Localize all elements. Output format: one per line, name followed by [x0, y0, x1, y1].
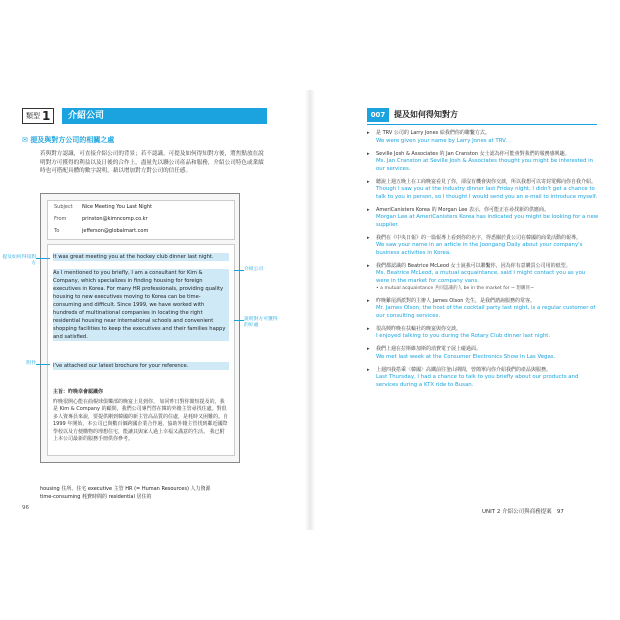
email-subject-row	[48, 201, 234, 213]
item-chinese: 我們上週在拉斯維加斯的消費電子展上碰過面。	[376, 346, 482, 352]
item-english: I enjoyed talking to you during the Rotary Club dinner last night.	[376, 333, 551, 339]
item-text	[376, 326, 550, 341]
item-text	[376, 298, 599, 321]
list-item	[367, 263, 599, 293]
label-attach: 附件	[26, 361, 36, 366]
email-body	[47, 244, 235, 456]
item-text	[376, 235, 599, 258]
list-item	[367, 130, 599, 145]
item-text	[376, 346, 555, 361]
email-paragraph-3: I've attached our latest brochure for your reference.	[53, 362, 229, 370]
intro-paragraph: 若與對方認識，可直接介紹公司的背景；若不認識，可提及如何得知對方後，將焦點放在說明對方可獲得的利益以及日後的合作上，盡量先以聯公司產品和服務，介紹公司特色或業績時也可搭配具體的數字說明，藉以增加對方對公司的信任感。	[40, 151, 264, 174]
subject-value: Nice Meeting You Last Night	[82, 204, 152, 210]
arrow-icon: ▸	[367, 234, 370, 241]
item-chinese: 聽說上週五晚上在工商晚宴看見了你，卻沒有機會與你交談，所以我想可以寄封電郵向你自我介紹。	[376, 178, 597, 185]
item-english: Last Thursday, I had a chance to talk to you briefly about our products and services during a KTX ride to Busan.	[376, 374, 579, 388]
mail-icon: ✉	[22, 136, 28, 144]
list-item	[367, 207, 599, 230]
item-english: We were given your name by Larry Jones at TRV.	[376, 137, 507, 144]
type-label: 類型	[26, 112, 40, 120]
item-chinese: 是 TRV 公司的 Larry Jones 給我們你的聯繫方式。	[376, 130, 490, 136]
list-item	[367, 179, 599, 202]
vocab-line: time-consuming 耗費時間的 residential 居住的	[40, 494, 152, 500]
item-chinese: Seville Josh & Associates 的 Jan Cranston 女士認為你可能會對我們的服務感興趣。	[376, 150, 570, 157]
item-text	[376, 179, 599, 202]
translation-title: 主旨：昨晚幸會認識你	[53, 389, 104, 395]
email-paragraph-1: It was great meeting you at the hockey club dinner last night.	[53, 253, 229, 261]
vocab-list	[40, 485, 270, 501]
leader-line	[36, 258, 50, 259]
phrase-list	[367, 130, 599, 395]
arrow-icon: ▸	[367, 325, 370, 332]
label-how-met: 提及如何得知對方	[2, 255, 36, 266]
label-benefits: 說明對方可獲得的好處	[244, 317, 278, 328]
type-number: 1	[42, 109, 51, 123]
item-english: Morgan Lee at AmeriCanisters Korea has indicated you might be looking for a new supplier.	[376, 214, 599, 228]
arrow-icon: ▸	[367, 178, 370, 185]
item-text	[376, 130, 507, 145]
arrow-icon: ▸	[367, 130, 370, 136]
arrow-icon: ▸	[367, 262, 370, 269]
page-footer	[482, 507, 564, 515]
item-chinese: 上週四我搭乘〈韓國〉高鐵前往釜山期間，曾簡單向你介紹我們的產品與服務。	[376, 366, 552, 373]
list-item	[367, 151, 599, 174]
item-text	[376, 151, 599, 174]
email-card	[40, 193, 240, 463]
item-english: We saw your name in an article in the Joongang Daily about your company's business activities in Korea.	[376, 242, 583, 256]
type-title: 介紹公司	[62, 108, 267, 124]
list-item	[367, 326, 599, 341]
item-english: Though I saw you at the industry dinner last Friday night, I didn't get a chance to talk to you in person, so I thought I would send you an e-mail to introduce myself.	[376, 186, 598, 200]
item-chinese: 很高興昨晚在扶輪社的晚宴與你交談。	[376, 325, 462, 332]
section-title: 提及如何得知對方	[394, 110, 458, 119]
arrow-icon: ▸	[367, 150, 370, 157]
arrow-icon: ▸	[367, 206, 370, 213]
arrow-icon: ▸	[367, 346, 370, 352]
item-english: Ms. Beatrice McLeod, a mutual acquaintance, said I might contact you as you were in the market for company vans.	[376, 270, 586, 284]
to-value: jefferson@globalmart.com	[82, 228, 149, 234]
item-english: Ms. Jan Cranston at Seville Josh & Associates thought you might be interested in our services.	[376, 158, 594, 172]
vocab-line: housing 住所、住宅 executive 主管 HR (= Human Resources) 人力資源	[40, 486, 211, 492]
type-tab	[22, 108, 54, 124]
leader-line	[36, 364, 50, 365]
list-item	[367, 235, 599, 258]
page-number: 96	[22, 505, 29, 511]
right-page	[312, 95, 620, 525]
translation-block	[53, 389, 229, 444]
leader-line	[234, 270, 244, 271]
email-from-row	[48, 213, 234, 225]
list-item	[367, 298, 599, 321]
leader-line	[234, 320, 244, 321]
item-english: We met last week at the Consumer Electronics Show in Las Vegas.	[376, 353, 556, 360]
subject-key: Subject	[54, 204, 73, 210]
from-key: From	[54, 216, 67, 222]
list-item	[367, 367, 599, 390]
list-item	[367, 346, 599, 361]
title-rule	[367, 124, 597, 125]
from-value: prinston@kimncomp.co.kr	[82, 216, 148, 222]
email-to-row	[48, 225, 234, 237]
item-chinese: AmeriCanisters Korea 的 Morgan Lee 表示，你可能正在尋找新的供應商。	[376, 206, 549, 213]
arrow-icon: ▸	[367, 297, 370, 304]
item-text	[376, 263, 599, 293]
translation-body: 昨晚很開心能在曲棍球俱樂部的晚宴上見到你。 如同昨日對你簡短提及的，我是 Kim & Company 的顧問，我們公司專門替在韓的外籍主管尋找住處。對很多人資專員來說，要提供剛到韓國的新主管高品質的住處，是耗時又困難的。自 1999 年開始，本公司已與數百個跨國企業合作過，協助外籍主管找到鄰近國際學校以及方便購物的理想住宅，能讓其與家人過上幸福又滿意的生活。 我已附上本公司最新的服務手冊供你參考。	[53, 398, 229, 442]
section-heading-text: 提及與對方公司的相關之處	[30, 136, 115, 144]
section-number: 007	[367, 108, 389, 122]
label-company-intro: 介紹公司	[244, 267, 264, 272]
left-page	[0, 95, 308, 525]
email-paragraph-2: As I mentioned to you briefly, I am a consultant for Kim & Company, which specializes in finding housing for foreign executives in Korea. For many HR professionals, providing quality housing to new executives moving to Korea can be time-consuming and difficult. Since 1999, we have worked with hundreds of multinational companies in locating the right residential housing near international schools and convenient shopping facilities to keep the executives and their families happy and satisfied.	[53, 269, 229, 341]
email-header	[47, 200, 235, 240]
unit-label: UNIT 2 介紹公司與商務提案	[482, 509, 552, 515]
item-chinese: 我們在《中央日報》的一篇報導上看到你的名字，得悉關於貴公司在韓國的商業活動的報導。	[376, 234, 582, 241]
type-box	[22, 108, 54, 124]
item-text	[376, 367, 599, 390]
item-english: Mr. James Olson, the host of the cocktail party last night, is a regular customer of our consulting services.	[376, 305, 596, 319]
item-note: • a mutual acquaintance 共同認識的人 be in the market for ~ 想購買~	[376, 286, 534, 291]
page-number: 97	[556, 509, 564, 515]
to-key: To	[54, 228, 60, 234]
item-chinese: 我們都認識的 Beatrice McLeod 女士說我可以聯繫你，因為你有意購買公司用的紙型。	[376, 262, 571, 269]
arrow-icon: ▸	[367, 366, 370, 373]
item-chinese: 昨晚雞尾酒派對的主辦人 James Olson 先生，是我們諮詢服務的常客。	[376, 297, 536, 304]
item-text	[376, 207, 599, 230]
section-heading	[22, 135, 114, 145]
